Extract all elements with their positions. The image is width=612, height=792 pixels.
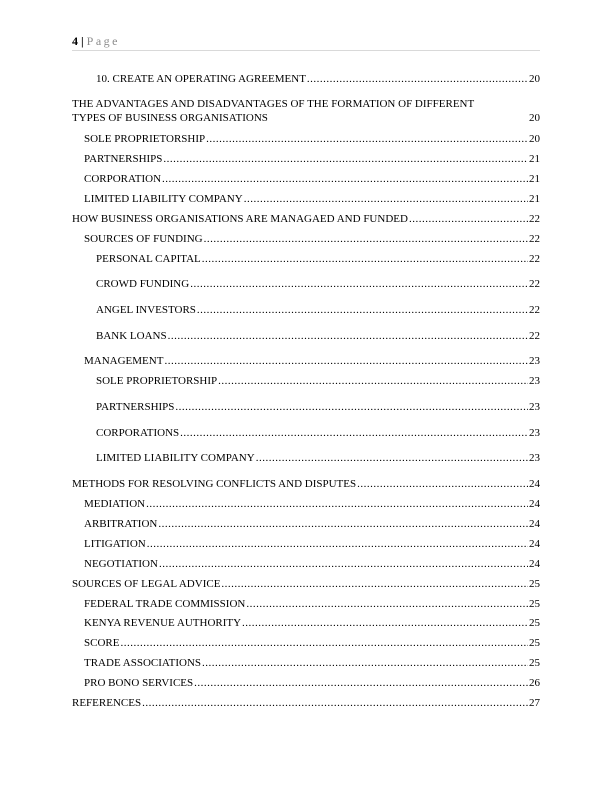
header-page-number: 4 — [72, 34, 78, 48]
toc-entry-mgmt-partnerships[interactable]: PARTNERSHIPS ..... 23 — [72, 401, 540, 414]
toc-entry-federal-trade-commission[interactable]: FEDERAL TRADE COMMISSION ..... 25 — [72, 598, 540, 611]
toc-entry-methods-resolving-conflicts[interactable]: METHODS FOR RESOLVING CONFLICTS AND DISPUTES ..... 24 — [72, 478, 540, 491]
toc-entry-sources-legal-advice[interactable]: SOURCES OF LEGAL ADVICE ..... 25 — [72, 578, 540, 591]
header-divider — [72, 50, 540, 51]
toc-entry-negotiation[interactable]: NEGOTIATION ..... 24 — [72, 558, 540, 571]
toc-entry-mgmt-corporations[interactable]: CORPORATIONS ..... 23 — [72, 427, 540, 440]
toc-entry-arbitration[interactable]: ARBITRATION ..... 24 — [72, 518, 540, 531]
toc-entry-litigation[interactable]: LITIGATION ..... 24 — [72, 538, 540, 551]
toc-entry-angel-investors[interactable]: ANGEL INVESTORS ..... 22 — [72, 304, 540, 317]
toc-entry-managed-funded[interactable]: HOW BUSINESS ORGANISATIONS ARE MANAGAED AND FUNDED ..... 22 — [72, 213, 540, 226]
toc-entry-advantages-disadvantages[interactable]: THE ADVANTAGES AND DISADVANTAGES OF THE FORMATION OF DIFFERENT TYPES OF BUSINESS ORGANISATIONS 20 — [72, 98, 540, 124]
header-separator: | — [81, 34, 84, 48]
toc-entry-personal-capital[interactable]: PERSONAL CAPITAL ..... 22 — [72, 253, 540, 266]
toc-entry-mediation[interactable]: MEDIATION ..... 24 — [72, 498, 540, 511]
toc-entry-score[interactable]: SCORE ..... 25 — [72, 637, 540, 650]
toc-entry-create-operating-agreement[interactable]: 10. CREATE AN OPERATING AGREEMENT ..... 20 — [72, 73, 540, 86]
toc-entry-trade-associations[interactable]: TRADE ASSOCIATIONS ..... 25 — [72, 657, 540, 670]
toc-entry-adv-corporation[interactable]: CORPORATION ..... 21 — [72, 173, 540, 186]
toc-entry-crowd-funding[interactable]: CROWD FUNDING ..... 22 — [72, 278, 540, 291]
toc-entry-management[interactable]: MANAGEMENT ..... 23 — [72, 355, 540, 368]
toc-entry-bank-loans[interactable]: BANK LOANS ..... 22 — [72, 330, 540, 343]
toc-entry-adv-sole-proprietorship[interactable]: SOLE PROPRIETORSHIP ..... 20 — [72, 133, 540, 146]
toc-entry-mgmt-llc[interactable]: LIMITED LIABILITY COMPANY ..... 23 — [72, 452, 540, 465]
toc-entry-kenya-revenue-authority[interactable]: KENYA REVENUE AUTHORITY ..... 25 — [72, 617, 540, 630]
header-page-label: Page — [86, 34, 120, 48]
toc-entry-mgmt-sole-proprietorship[interactable]: SOLE PROPRIETORSHIP ..... 23 — [72, 375, 540, 388]
toc-entry-sources-of-funding[interactable]: SOURCES OF FUNDING ..... 22 — [72, 233, 540, 246]
toc-entry-adv-partnerships[interactable]: PARTNERSHIPS ..... 21 — [72, 153, 540, 166]
page-header — [72, 34, 540, 48]
toc-entry-pro-bono-services[interactable]: PRO BONO SERVICES ..... 26 — [72, 677, 540, 690]
toc-entry-adv-llc[interactable]: LIMITED LIABILITY COMPANY ..... 21 — [72, 193, 540, 206]
toc-entry-references[interactable]: REFERENCES ..... 27 — [72, 697, 540, 710]
